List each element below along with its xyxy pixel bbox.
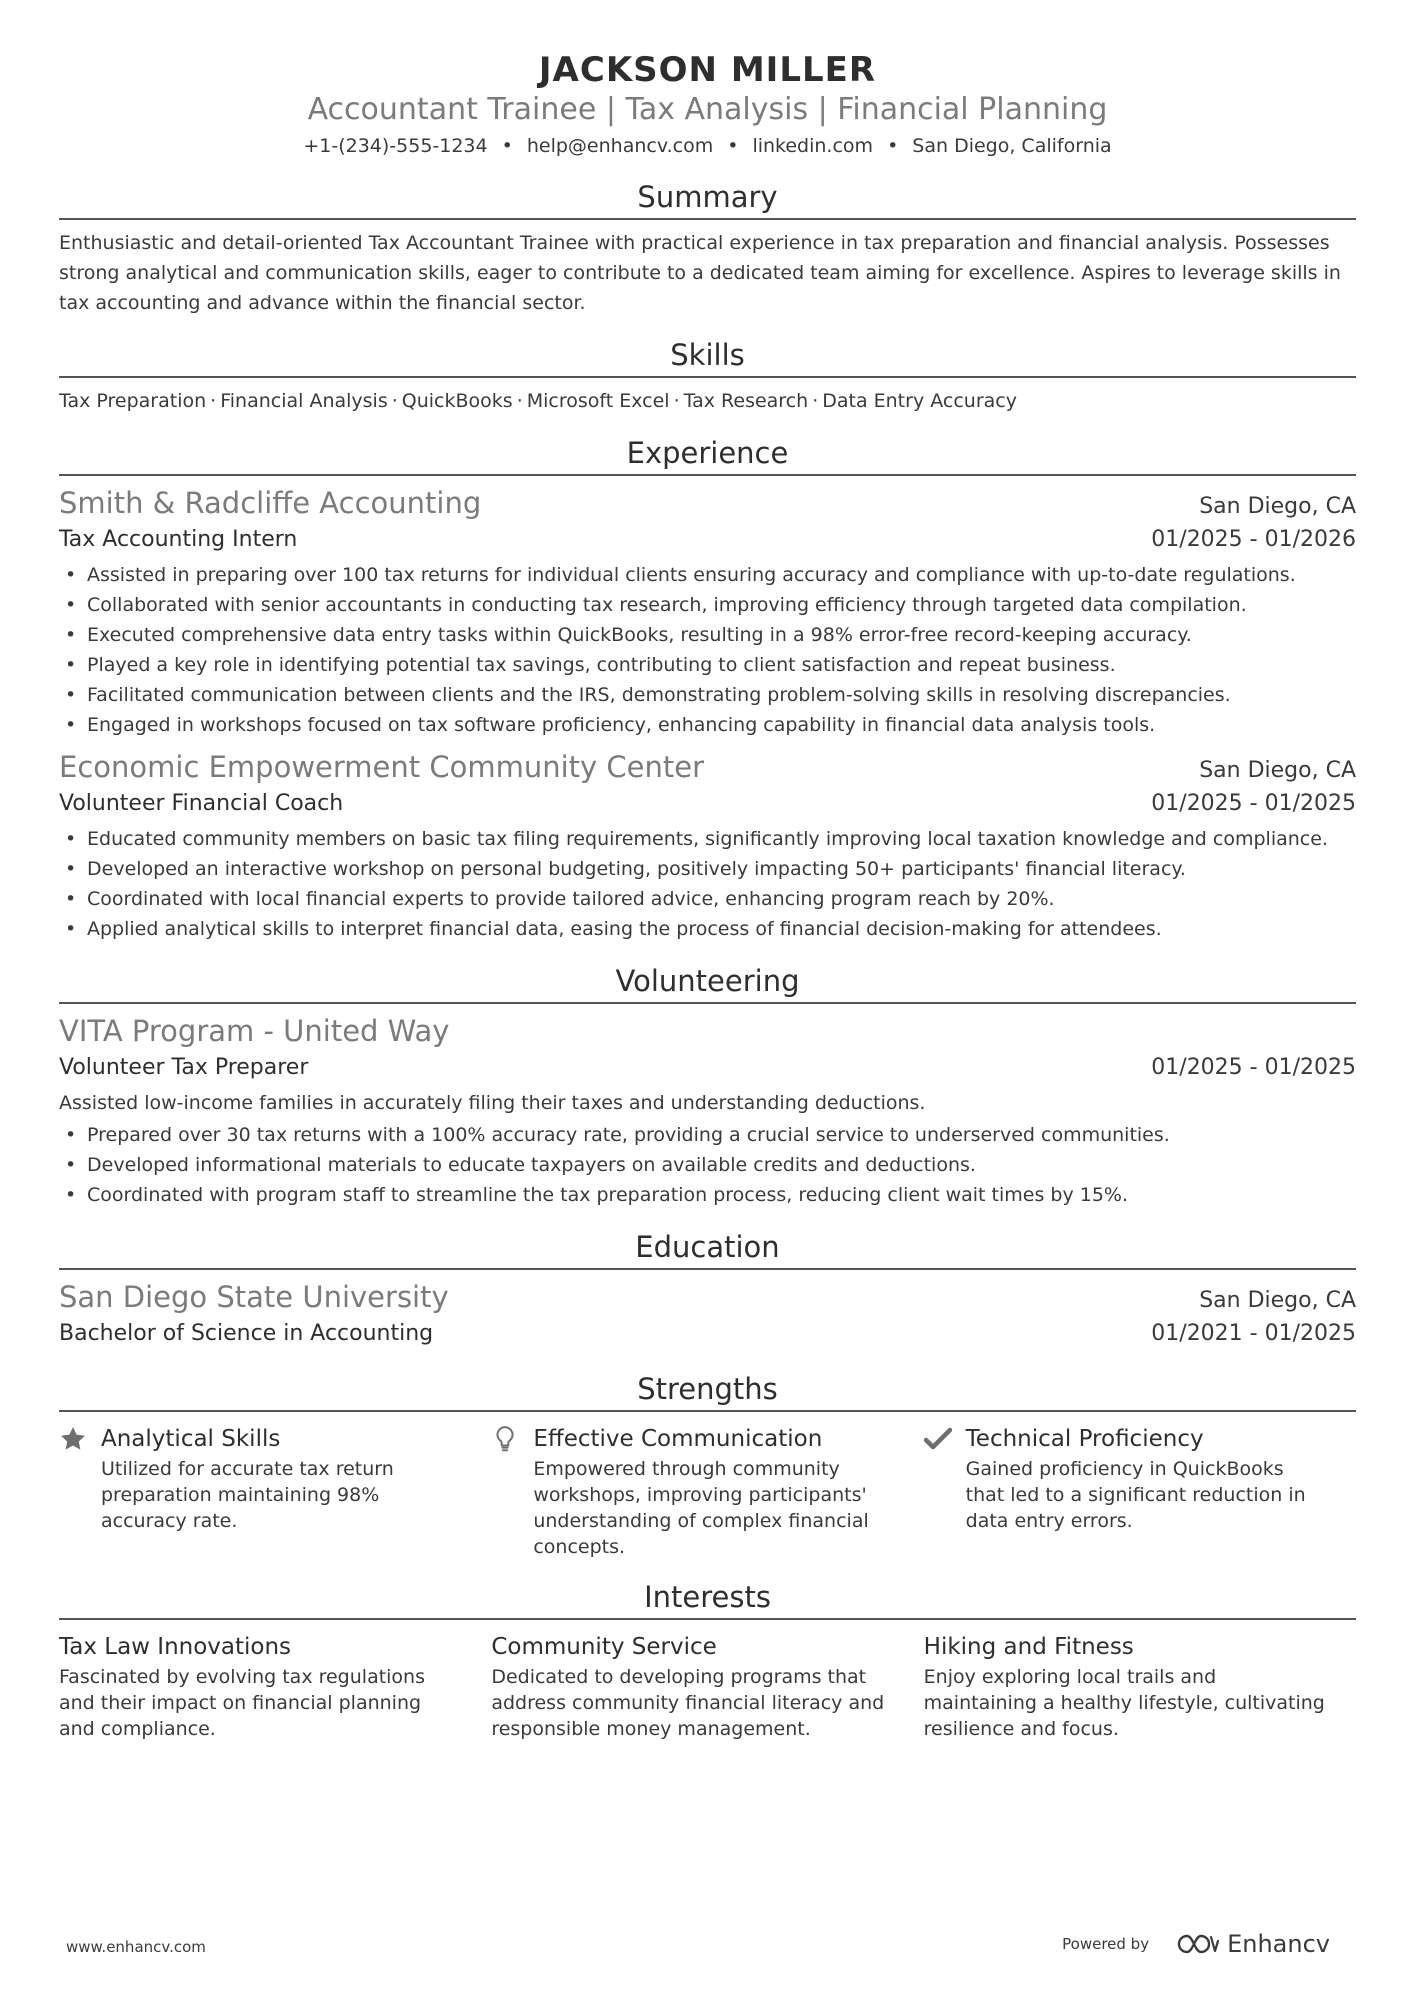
section-divider — [59, 1410, 1356, 1412]
summary-text: Enthusiastic and detail-oriented Tax Accountant Trainee with practical experience in tax preparation and financial analysis. Possesses strong analytical and communication skills, eager to contribute to a dedicated team aiming for excellence. Aspires to leverage skills in tax accounting and advance within the financial sector. — [59, 232, 1341, 314]
section-title: Education — [635, 1230, 780, 1264]
achievement-item: • Developed informational materials to educate taxpayers on available credits and deductions. — [59, 1150, 1356, 1180]
experience-entry — [59, 748, 1356, 944]
powered-by-label: Powered by — [1062, 1935, 1150, 1953]
section-title: Volunteering — [615, 964, 800, 998]
strength-title: Technical Proficiency — [965, 1426, 1204, 1452]
section-title: Skills — [670, 338, 745, 372]
section-divider — [59, 376, 1356, 378]
entry-subheader — [59, 1050, 1356, 1086]
school-name: San Diego State University — [59, 1280, 449, 1314]
education-dates: 01/2021 - 01/2025 — [1151, 1321, 1356, 1346]
skill-separator: · — [210, 390, 217, 412]
candidate-headline: Accountant Trainee | Tax Analysis | Financial Planning — [307, 92, 1108, 127]
strength-title: Analytical Skills — [101, 1426, 281, 1452]
achievement-item: • Assisted in preparing over 100 tax returns for individual clients ensuring accuracy and compliance with up-to-date regulations. — [59, 560, 1356, 590]
contact-separator: • — [501, 135, 513, 157]
achievement-item: • Played a key role in identifying potential tax savings, contributing to client satisfaction and repeat business. — [59, 650, 1356, 680]
strength-header — [924, 1422, 1356, 1456]
employer-name: Economic Empowerment Community Center — [59, 750, 705, 784]
education-section — [59, 1228, 1356, 1352]
achievement-item: • Coordinated with local financial experts to provide tailored advice, enhancing program reach by 20%. — [59, 884, 1356, 914]
section-divider — [59, 1268, 1356, 1270]
contact-email[interactable]: help@enhancv.com — [526, 135, 714, 157]
strength-description: Empowered through community workshops, improving participants' understanding of complex financial concepts. — [533, 1458, 869, 1558]
achievement-item: • Collaborated with senior accountants in conducting tax research, improving efficiency through targeted data compilation. — [59, 590, 1356, 620]
volunteer-description: Assisted low-income families in accurately filing their taxes and understanding deductions. — [59, 1092, 926, 1114]
skill-separator: · — [673, 390, 680, 412]
contact-line — [59, 132, 1356, 160]
enhancv-logo-icon — [1175, 1932, 1219, 1956]
achievement-item: • Applied analytical skills to interpret financial data, easing the process of financial decision-making for attendees. — [59, 914, 1356, 944]
star-icon — [59, 1425, 87, 1453]
candidate-name: JACKSON MILLER — [538, 50, 877, 90]
section-title: Summary — [637, 180, 778, 214]
skill-separator: · — [812, 390, 819, 412]
job-dates: 01/2025 - 01/2026 — [1151, 527, 1356, 552]
strength-header — [59, 1422, 491, 1456]
skill-item: Data Entry Accuracy — [822, 390, 1017, 412]
achievement-item: • Prepared over 30 tax returns with a 100% accuracy rate, providing a crucial service to underserved communities. — [59, 1120, 1356, 1150]
interest-description: Dedicated to developing programs that address community financial literacy and responsible money management. — [491, 1666, 885, 1740]
section-divider — [59, 1002, 1356, 1004]
entry-subheader — [59, 522, 1356, 558]
strength-item — [59, 1422, 491, 1560]
interest-description: Enjoy exploring local trails and maintaining a healthy lifestyle, cultivating resilience and focus. — [923, 1666, 1325, 1740]
checkmark-icon — [924, 1425, 952, 1453]
resume-content — [59, 48, 1356, 1742]
job-dates: 01/2025 - 01/2025 — [1151, 791, 1356, 816]
achievement-list — [59, 1120, 1356, 1210]
achievement-list — [59, 560, 1356, 740]
interest-title: Hiking and Fitness — [923, 1634, 1134, 1660]
volunteer-role: Volunteer Tax Preparer — [59, 1055, 309, 1080]
employer-location: San Diego, CA — [1199, 494, 1356, 519]
entry-subheader — [59, 1316, 1356, 1352]
interest-title: Tax Law Innovations — [59, 1634, 292, 1660]
interests-section — [59, 1578, 1356, 1742]
entry-header — [59, 1278, 1356, 1316]
skill-item: Financial Analysis — [220, 390, 388, 412]
achievement-item: • Coordinated with program staff to streamline the tax preparation process, reducing client wait times by 15%. — [59, 1180, 1356, 1210]
section-title: Strengths — [637, 1372, 778, 1406]
achievement-item: • Engaged in workshops focused on tax software proficiency, enhancing capability in financial data analysis tools. — [59, 710, 1356, 740]
footer-website-link[interactable]: www.enhancv.com — [66, 1938, 206, 1956]
skill-separator: · — [391, 390, 398, 412]
achievement-item: • Facilitated communication between clients and the IRS, demonstrating problem-solving skills in resolving discrepancies. — [59, 680, 1356, 710]
employer-name: Smith & Radcliffe Accounting — [59, 486, 482, 520]
entry-header — [59, 484, 1356, 522]
section-divider — [59, 1618, 1356, 1620]
entry-subheader — [59, 786, 1356, 822]
interest-description: Fascinated by evolving tax regulations and their impact on financial planning and compliance. — [59, 1666, 426, 1740]
contact-location: San Diego, California — [912, 135, 1112, 157]
education-entry — [59, 1278, 1356, 1352]
achievement-item: • Executed comprehensive data entry tasks within QuickBooks, resulting in a 98% error-free record-keeping accuracy. — [59, 620, 1356, 650]
brand-logo[interactable] — [1175, 1930, 1330, 1958]
section-divider — [59, 218, 1356, 220]
skill-item: Tax Research — [683, 390, 809, 412]
skill-separator: · — [516, 390, 523, 412]
experience-entry — [59, 484, 1356, 740]
interest-item — [491, 1630, 923, 1742]
strengths-section — [59, 1370, 1356, 1560]
contact-linkedin[interactable]: linkedin.com — [752, 135, 874, 157]
school-location: San Diego, CA — [1199, 1288, 1356, 1313]
strengths-grid — [59, 1422, 1356, 1560]
achievement-list — [59, 824, 1356, 944]
employer-location: San Diego, CA — [1199, 758, 1356, 783]
volunteering-section — [59, 962, 1356, 1210]
interest-item — [924, 1630, 1356, 1742]
section-divider — [59, 474, 1356, 476]
strength-item — [924, 1422, 1356, 1560]
section-title: Experience — [626, 436, 789, 470]
strength-description: Gained proficiency in QuickBooks that led to a significant reduction in data entry errors. — [965, 1458, 1306, 1532]
contact-separator: • — [727, 135, 739, 157]
strength-title: Effective Communication — [533, 1426, 823, 1452]
brand-name: Enhancv — [1227, 1930, 1330, 1958]
volunteering-entry — [59, 1012, 1356, 1210]
experience-section — [59, 434, 1356, 944]
summary-section — [59, 178, 1356, 318]
interests-grid — [59, 1630, 1356, 1742]
section-title: Interests — [644, 1580, 771, 1614]
contact-phone: +1-(234)-555-1234 — [303, 135, 488, 157]
organization-name: VITA Program - United Way — [59, 1014, 450, 1048]
degree-name: Bachelor of Science in Accounting — [59, 1321, 434, 1346]
skill-item: Microsoft Excel — [526, 390, 670, 412]
footer-branding — [1062, 1930, 1330, 1958]
volunteer-dates: 01/2025 - 01/2025 — [1151, 1055, 1356, 1080]
contact-separator: • — [887, 135, 899, 157]
entry-header — [59, 748, 1356, 786]
skill-item: Tax Preparation — [59, 390, 207, 412]
strength-header — [491, 1422, 923, 1456]
lightbulb-icon — [491, 1425, 519, 1453]
achievement-item: • Educated community members on basic tax filing requirements, significantly improving local taxation knowledge and compliance. — [59, 824, 1356, 854]
strength-item — [491, 1422, 923, 1560]
job-title: Tax Accounting Intern — [59, 527, 298, 552]
job-title: Volunteer Financial Coach — [59, 791, 344, 816]
skill-item: QuickBooks — [401, 390, 513, 412]
strength-description: Utilized for accurate tax return preparation maintaining 98% accuracy rate. — [101, 1458, 394, 1532]
interest-title: Community Service — [491, 1634, 717, 1660]
achievement-item: • Developed an interactive workshop on personal budgeting, positively impacting 50+ participants' financial literacy. — [59, 854, 1356, 884]
skills-section — [59, 336, 1356, 416]
interest-item — [59, 1630, 491, 1742]
skills-list — [59, 386, 1356, 416]
